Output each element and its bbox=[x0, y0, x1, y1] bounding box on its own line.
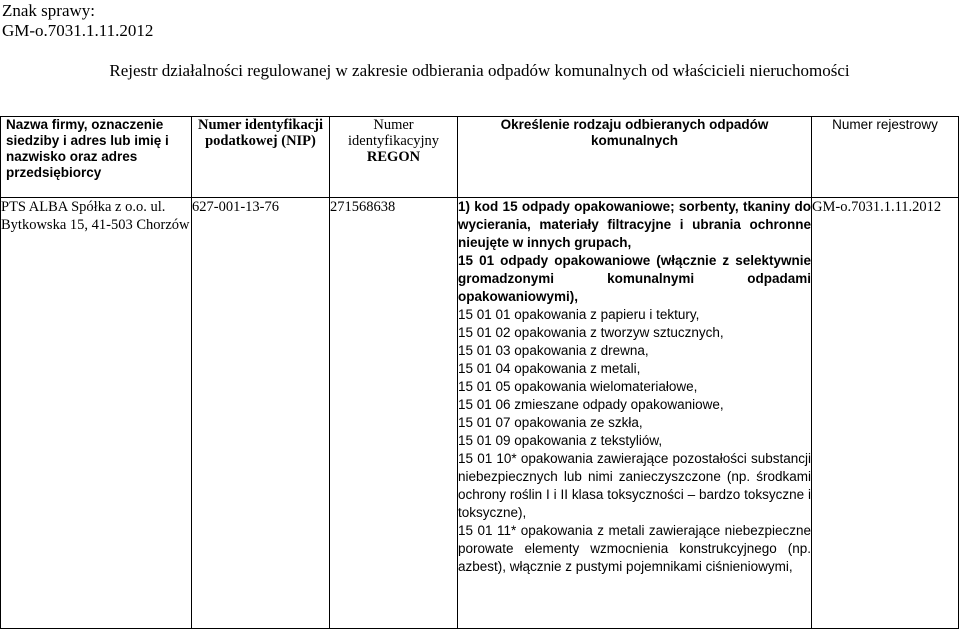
waste-item: 15 01 02 opakowania z tworzyw sztucznych, bbox=[458, 325, 724, 340]
waste-item: 15 01 06 zmieszane odpady opakowaniowe, bbox=[458, 397, 724, 412]
waste-item: 15 01 04 opakowania z metali, bbox=[458, 361, 641, 376]
cell-regon: 271568638 bbox=[330, 198, 458, 629]
header-nip bbox=[192, 117, 330, 198]
waste-item: 15 01 09 opakowania z tekstyliów, bbox=[458, 433, 663, 448]
register-table bbox=[0, 116, 959, 629]
table-header-row bbox=[1, 117, 959, 198]
header-waste-types: Określenie rodzaju odbieranych odpadów komunalnych bbox=[458, 117, 812, 198]
waste-item: 15 01 01 opakowania z papieru i tektury, bbox=[458, 307, 700, 322]
header-register-number: Numer rejestrowy bbox=[812, 117, 959, 198]
waste-item: 15 01 07 opakowania ze szkła, bbox=[458, 415, 643, 430]
case-reference bbox=[2, 1, 153, 41]
header-regon-label: REGON bbox=[366, 149, 421, 165]
waste-group-15: 1) kod 15 odpady opakowaniowe; sorbenty, tkaniny do wycierania, materiały filtracyjne i ubrania ochronne nieujęte w innych grupach, bbox=[458, 199, 811, 250]
cell-waste-types bbox=[458, 198, 812, 629]
header-nip-text: Numer identyfikacji podatkowej (NIP) bbox=[198, 117, 323, 149]
cell-nip: 627-001-13-76 bbox=[192, 198, 330, 629]
waste-item-150111: 15 01 11* opakowania z metali zawierające niebezpieczne porowate elementy wzmocnienia konstrukcyjnego (np. azbest), włącznie z pustymi pojemnikami ciśnieniowymi, bbox=[458, 523, 811, 574]
waste-group-1501: 15 01 odpady opakowaniowe (włącznie z selektywnie gromadzonymi komunalnymi odpadami opakowaniowymi), bbox=[458, 253, 811, 304]
document-title: Rejestr działalności regulowanej w zakresie odbierania odpadów komunalnych od właścicieli nieruchomości bbox=[109, 61, 850, 80]
header-regon bbox=[330, 117, 458, 198]
cell-firm: PTS ALBA Spółka z o.o. ul. Bytkowska 15, 41-503 Chorzów bbox=[1, 198, 192, 629]
waste-item: 15 01 05 opakowania wielomateriałowe, bbox=[458, 379, 698, 394]
waste-item: 15 01 03 opakowania z drewna, bbox=[458, 343, 649, 358]
case-reference-number: GM-o.7031.1.11.2012 bbox=[2, 21, 154, 40]
table-row bbox=[1, 198, 959, 629]
case-reference-label: Znak sprawy: bbox=[2, 1, 96, 20]
header-firm: Nazwa firmy, oznaczenie siedziby i adres lub imię i nazwisko oraz adres przedsiębiorcy bbox=[1, 117, 192, 198]
cell-register-number: GM-o.7031.1.11.2012 bbox=[812, 198, 959, 629]
waste-item-150110: 15 01 10* opakowania zawierające pozostałości substancji niebezpiecznych lub nimi zanieczyszczone (np. środkami ochrony roślin I i II klasa toksyczności – bardzo toksyczne i toksyczne), bbox=[458, 451, 811, 520]
header-regon-prefix: Numer identyfikacyjny bbox=[347, 117, 439, 149]
